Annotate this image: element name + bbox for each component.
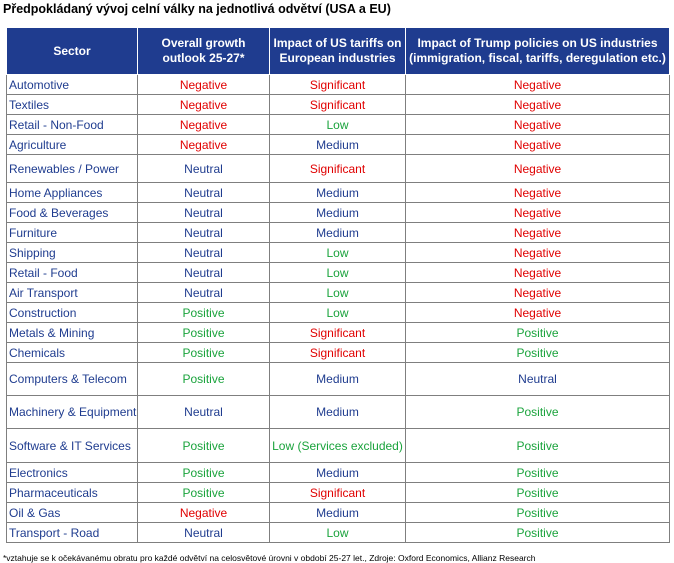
- tariff-impact-cell: Significant: [270, 343, 406, 363]
- outlook-cell: Neutral: [138, 396, 270, 429]
- trump-impact-cell: Positive: [406, 323, 670, 343]
- sector-cell: Transport - Road: [7, 523, 138, 543]
- sector-cell: Retail - Food: [7, 263, 138, 283]
- table-row: [7, 363, 670, 396]
- trump-impact-cell: Negative: [406, 135, 670, 155]
- tariff-impact-cell: Medium: [270, 183, 406, 203]
- outlook-cell: Positive: [138, 429, 270, 463]
- trump-impact-cell: Negative: [406, 203, 670, 223]
- table-row: [7, 115, 670, 135]
- sector-cell: Oil & Gas: [7, 503, 138, 523]
- sector-cell: Construction: [7, 303, 138, 323]
- tariff-impact-cell: Low: [270, 283, 406, 303]
- table-row: [7, 183, 670, 203]
- table-row: [7, 203, 670, 223]
- table-row: [7, 303, 670, 323]
- outlook-cell: Neutral: [138, 263, 270, 283]
- sector-cell: Pharmaceuticals: [7, 483, 138, 503]
- sector-cell: Electronics: [7, 463, 138, 483]
- tariff-impact-cell: Medium: [270, 463, 406, 483]
- trump-impact-cell: Negative: [406, 303, 670, 323]
- table-row: [7, 75, 670, 95]
- table-row: [7, 429, 670, 463]
- outlook-cell: Positive: [138, 363, 270, 396]
- sector-cell: Renewables / Power: [7, 155, 138, 183]
- table-row: [7, 135, 670, 155]
- outlook-cell: Positive: [138, 303, 270, 323]
- header-tariffs: Impact of US tariffs on European industries: [270, 28, 406, 75]
- outlook-cell: Negative: [138, 95, 270, 115]
- table-row: [7, 343, 670, 363]
- sector-cell: Food & Beverages: [7, 203, 138, 223]
- table-row: [7, 396, 670, 429]
- outlook-cell: Neutral: [138, 283, 270, 303]
- sector-cell: Metals & Mining: [7, 323, 138, 343]
- tariff-impact-cell: Significant: [270, 483, 406, 503]
- trump-impact-cell: Positive: [406, 429, 670, 463]
- page-title: Předpokládaný vývoj celní války na jednotlivá odvětví (USA a EU): [3, 2, 391, 16]
- outlook-cell: Positive: [138, 323, 270, 343]
- outlook-cell: Neutral: [138, 155, 270, 183]
- outlook-cell: Negative: [138, 75, 270, 95]
- trump-impact-cell: Negative: [406, 75, 670, 95]
- sector-cell: Software & IT Services: [7, 429, 138, 463]
- sector-cell: Retail - Non-Food: [7, 115, 138, 135]
- header-sector: Sector: [7, 28, 138, 75]
- sector-cell: Automotive: [7, 75, 138, 95]
- table-row: [7, 243, 670, 263]
- sector-cell: Textiles: [7, 95, 138, 115]
- tariff-impact-cell: Medium: [270, 396, 406, 429]
- sector-cell: Computers & Telecom: [7, 363, 138, 396]
- outlook-cell: Neutral: [138, 203, 270, 223]
- header-outlook: Overall growth outlook 25-27*: [138, 28, 270, 75]
- trump-impact-cell: Positive: [406, 463, 670, 483]
- sector-cell: Chemicals: [7, 343, 138, 363]
- tariff-impact-cell: Low: [270, 523, 406, 543]
- trump-impact-cell: Negative: [406, 115, 670, 135]
- outlook-cell: Neutral: [138, 523, 270, 543]
- trump-impact-cell: Positive: [406, 503, 670, 523]
- table-row: [7, 523, 670, 543]
- sector-cell: Agriculture: [7, 135, 138, 155]
- tariff-impact-cell: Significant: [270, 75, 406, 95]
- sector-cell: Air Transport: [7, 283, 138, 303]
- sector-impact-table: [6, 27, 670, 543]
- trump-impact-cell: Positive: [406, 523, 670, 543]
- table-row: [7, 503, 670, 523]
- trump-impact-cell: Negative: [406, 223, 670, 243]
- sector-cell: Machinery & Equipment: [7, 396, 138, 429]
- outlook-cell: Positive: [138, 483, 270, 503]
- trump-impact-cell: Negative: [406, 95, 670, 115]
- sector-cell: Shipping: [7, 243, 138, 263]
- tariff-impact-cell: Low: [270, 303, 406, 323]
- tariff-impact-cell: Low (Services excluded): [270, 429, 406, 463]
- sector-cell: Home Appliances: [7, 183, 138, 203]
- outlook-cell: Negative: [138, 135, 270, 155]
- outlook-cell: Neutral: [138, 243, 270, 263]
- tariff-impact-cell: Medium: [270, 503, 406, 523]
- tariff-impact-cell: Medium: [270, 363, 406, 396]
- outlook-cell: Positive: [138, 463, 270, 483]
- table-row: [7, 463, 670, 483]
- sector-cell: Furniture: [7, 223, 138, 243]
- tariff-impact-cell: Low: [270, 115, 406, 135]
- trump-impact-cell: Neutral: [406, 363, 670, 396]
- trump-impact-cell: Positive: [406, 483, 670, 503]
- tariff-impact-cell: Low: [270, 263, 406, 283]
- table-row: [7, 283, 670, 303]
- table-row: [7, 95, 670, 115]
- table-row: [7, 263, 670, 283]
- footnote: *vztahuje se k očekávanému obratu pro každé odvětví na celosvětové úrovni v období 25-27 let., Zdroje: Oxford Economics, Allianz Research: [3, 553, 536, 563]
- header-row: [7, 28, 670, 75]
- tariff-impact-cell: Significant: [270, 95, 406, 115]
- trump-impact-cell: Negative: [406, 243, 670, 263]
- tariff-impact-cell: Medium: [270, 223, 406, 243]
- trump-impact-cell: Negative: [406, 183, 670, 203]
- outlook-cell: Positive: [138, 343, 270, 363]
- tariff-impact-cell: Low: [270, 243, 406, 263]
- table-row: [7, 155, 670, 183]
- header-trump: Impact of Trump policies on US industries (immigration, fiscal, tariffs, deregulation etc.): [406, 28, 670, 75]
- table-row: [7, 223, 670, 243]
- table-row: [7, 483, 670, 503]
- trump-impact-cell: Negative: [406, 263, 670, 283]
- trump-impact-cell: Positive: [406, 343, 670, 363]
- outlook-cell: Neutral: [138, 223, 270, 243]
- trump-impact-cell: Positive: [406, 396, 670, 429]
- tariff-impact-cell: Medium: [270, 135, 406, 155]
- trump-impact-cell: Negative: [406, 155, 670, 183]
- outlook-cell: Negative: [138, 503, 270, 523]
- tariff-impact-cell: Significant: [270, 155, 406, 183]
- outlook-cell: Negative: [138, 115, 270, 135]
- table-row: [7, 323, 670, 343]
- tariff-impact-cell: Medium: [270, 203, 406, 223]
- tariff-impact-cell: Significant: [270, 323, 406, 343]
- outlook-cell: Neutral: [138, 183, 270, 203]
- trump-impact-cell: Negative: [406, 283, 670, 303]
